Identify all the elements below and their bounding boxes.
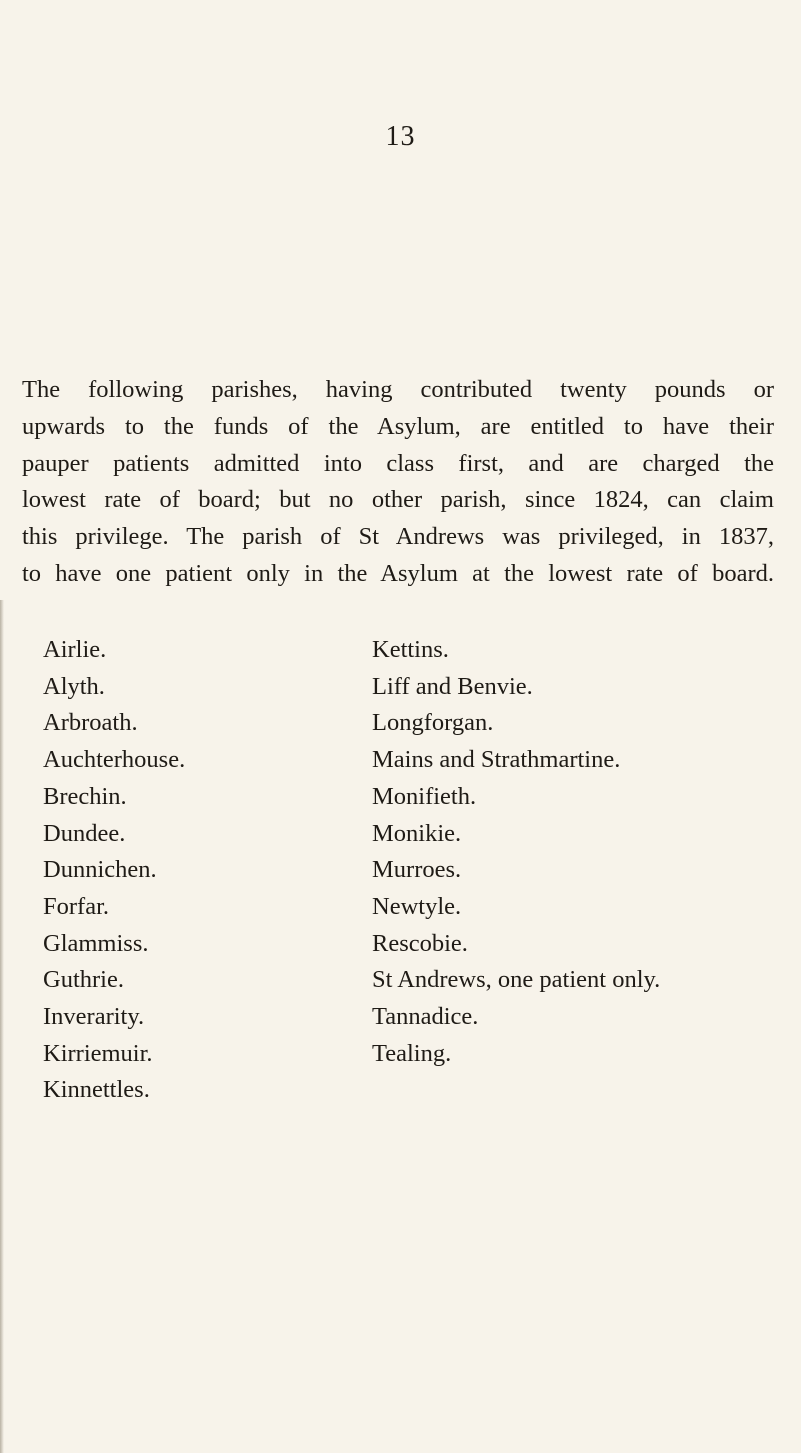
paragraph-line: pauper patients admitted into class first, and are charged the	[22, 449, 774, 477]
paragraph-line: this privilege. The parish of St Andrews was privileged, in 1837,	[22, 523, 774, 551]
paragraph-line: upwards to the funds of the Asylum, are entitled to have their	[22, 412, 774, 440]
parish-item: Rescobie.	[372, 929, 468, 957]
parish-item: Alyth.	[43, 672, 105, 700]
parish-item: Arbroath.	[43, 709, 138, 737]
parish-item: Dundee.	[43, 819, 126, 847]
parish-item: Kirriemuir.	[43, 1039, 153, 1067]
parish-item: Dunnichen.	[43, 856, 157, 884]
parish-item: Monifieth.	[372, 782, 477, 810]
parish-item: Brechin.	[43, 782, 127, 810]
parish-item: St Andrews, one patient only.	[372, 966, 661, 994]
parish-item: Newtyle.	[372, 892, 462, 920]
parish-item: Longforgan.	[372, 709, 494, 737]
parish-item: Airlie.	[43, 636, 107, 663]
paragraph-line: to have one patient only in the Asylum at the lowest rate of board.	[22, 559, 774, 587]
parish-item: Auchterhouse.	[43, 746, 186, 774]
parish-list-right	[372, 632, 660, 1072]
parish-item: Kinnettles.	[43, 1076, 150, 1104]
parish-item: Tealing.	[372, 1039, 452, 1067]
parish-list-left	[43, 632, 185, 1109]
parish-item: Tannadice.	[372, 1003, 479, 1031]
parish-item: Mains and Strathmartine.	[372, 746, 621, 774]
parish-item: Kettins.	[372, 636, 449, 663]
parish-item: Monikie.	[372, 819, 462, 847]
paragraph-line: The following parishes, having contributed twenty pounds or	[22, 376, 774, 403]
parish-item: Murroes.	[372, 856, 462, 884]
paragraph-line: lowest rate of board; but no other parish, since 1824, can claim	[22, 486, 774, 514]
intro-paragraph	[22, 372, 774, 593]
parish-item: Glammiss.	[43, 929, 149, 957]
parish-item: Forfar.	[43, 892, 109, 920]
page-edge-shadow	[0, 600, 4, 1453]
parish-item: Guthrie.	[43, 966, 124, 994]
parish-item: Liff and Benvie.	[372, 672, 533, 700]
page-number: 13	[385, 121, 416, 152]
parish-item: Inverarity.	[43, 1003, 145, 1031]
